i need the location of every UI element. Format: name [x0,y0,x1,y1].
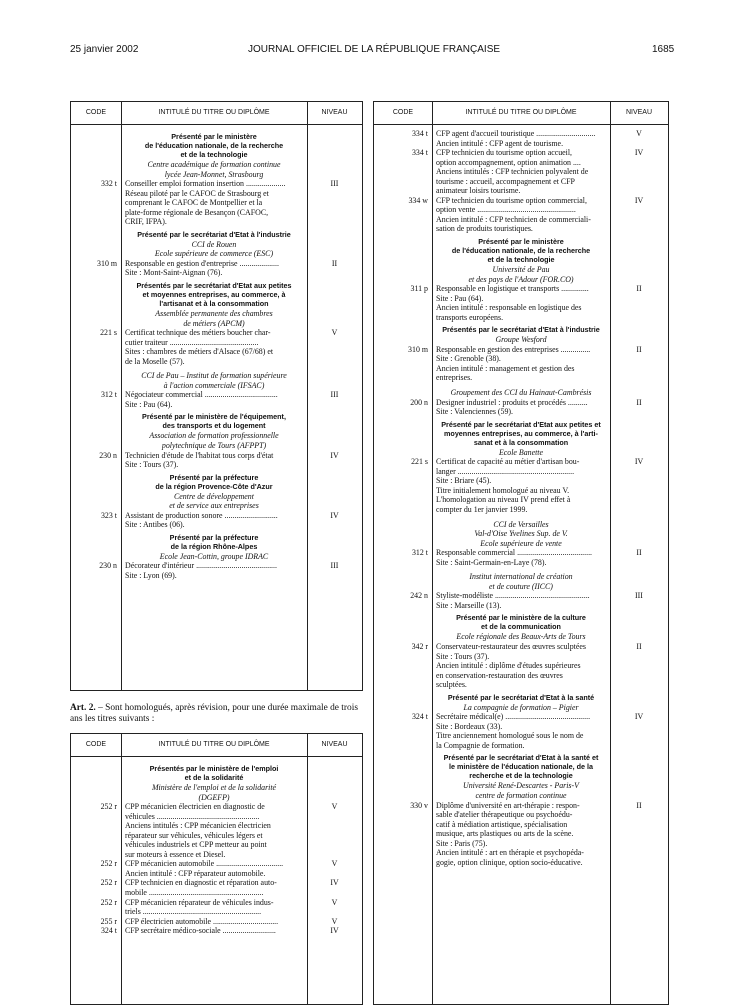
section-heading: Présenté par le secrétariat d'Etat à l'industrie [137,229,291,239]
title-text: CFP technicien du tourisme option accueil, option accompagnement, option animation .... Anciens intitulés : CFP technicien polyvalent de tourisme : accueil, accompagnement et CFP animateur loisirs tourisme. [436,148,589,196]
section-heading: Présenté par le secrétariat d'Etat à la santé [447,692,595,702]
title-level: IV [330,450,339,460]
title-text: CFP mécanicien réparateur de véhicules indus- triels ............................................................ [125,897,274,917]
table-row [374,129,668,148]
title-code: 221 s [411,457,428,467]
page-date: 25 janvier 2002 [70,44,139,55]
title-level: III [635,591,643,601]
title-code: 323 t [100,510,117,520]
title-level: III [330,561,339,571]
col-title-header: INTITULÉ DU TITRE OU DIPLÔME [465,109,577,116]
title-level: IV [330,926,339,936]
table-row [71,259,362,278]
title-code: 230 n [99,561,117,571]
title-code: 332 t [100,179,117,189]
table-header [374,102,668,125]
title-text: Négociateur commercial ..................................... Site : Pau (64). [125,390,278,409]
title-text: CFP électricien automobile ................................. [125,916,279,926]
table-row [374,196,668,234]
title-text: Responsable en logistique et transports .............. Site : Pau (64). Ancien intitulé : responsable en logistique des transports européens. [436,284,589,322]
title-code: 334 w [408,195,428,205]
section-heading: Présenté par la préfecture de la région Rhône-Alpes [169,532,259,551]
title-code: 324 t [100,926,117,936]
diploma-table-left-top [70,101,363,691]
col-level-header: NIVEAU [625,109,653,116]
col-level-header: NIVEAU [321,741,348,748]
table-row [374,801,668,868]
title-code: 255 r [100,916,117,926]
organization-name: CCI de Pau – Institut de formation supérieure à l'action commerciale (IFSAC) [141,371,287,390]
table-row [71,390,362,409]
table-row [374,457,668,514]
title-level: IV [330,510,339,520]
title-text: Certificat technique des métiers boucher char- cutier traiteur ............................................. Sites : chambres de métiers d'Alsace (67/68) et de la Moselle (57). [125,328,274,366]
title-text: Responsable commercial ...................................... Site : Saint-Germain-en-Laye (78). [436,548,593,567]
table-row [374,284,668,322]
title-code: 252 r [100,802,117,812]
section-heading: Présenté par le ministère de l'éducation nationale, de la recherche et de la technologie [144,132,284,159]
organization-name: Université de Pau et des pays de l'Adour (FOR.CO) [468,265,574,284]
title-level: V [331,916,338,926]
table-row [374,148,668,196]
table-row [374,642,668,690]
table-row [71,859,362,878]
table-row [374,591,668,610]
organization-name: Université René-Descartes - Paris-V centre de formation continue [463,781,579,800]
section-heading: Présenté par la préfecture de la région Provence-Côte d'Azur [155,472,273,491]
organization-name: Ministère de l'emploi et de la solidarité (DGEFP) [151,783,277,802]
organization-name: Ecole régionale des Beaux-Arts de Tours [456,632,586,642]
table-row [374,712,668,750]
title-text: Certificat de capacité au métier d'artisan bou- langer ........................................................... Site : Briare (45). Titre initialement homologué au niveau V. L'homologation au niveau IV prend effet à compter du 1er janvier 1999. [436,457,580,514]
title-level: II [636,344,642,354]
organization-name: Ecole Jean-Cottin, groupe IDRAC [159,551,269,561]
title-code: 342 r [411,641,428,651]
table-row [71,451,362,470]
col-code-header: CODE [85,741,107,748]
title-code: 230 n [99,450,117,460]
section-heading: Présentés par le ministère de l'emploi et de la solidarité [149,764,279,782]
title-text: CFP secrétaire médico-sociale ........................... [125,926,276,936]
title-level: V [331,328,338,338]
section-heading: Présenté par le secrétariat d'Etat à la santé et le ministère de l'éducation nationale, de la recherche et de la technologie [443,753,599,781]
organization-name: Association de formation professionnelle polytechnique de Tours (AFPPT) [149,431,279,451]
title-code: 334 t [411,148,428,158]
title-text: Secrétaire médical(e) ........................................... Site : Bordeaux (33). Titre anciennement homologué sous le nom de la Compagnie de formation. [436,712,591,750]
organization-name: Groupe Wesford [495,335,547,345]
table-row [71,511,362,530]
title-text: Diplôme d'université en art-thérapie : respon- sable d'atelier thérapeutique ou psychoédu- catif à médiation artistique, spécialisation musique, arts plastiques ou arts de la scène. Site : Paris (75). Ancien intitulé : art en thérapie et psychopéda- gogie, option clinique, option socio-éducative. [436,800,584,867]
title-level: II [636,548,642,558]
title-level: V [331,859,338,869]
title-level: V [636,129,642,138]
title-code: 334 t [411,129,428,138]
table-row [71,328,362,366]
table-row [71,898,362,917]
title-level: II [636,641,642,651]
table-body [374,129,668,867]
diploma-table-right [373,101,669,1005]
article-2 [70,703,360,725]
section-heading: Présentés par le secrétariat d'Etat à l'industrie [442,325,600,335]
title-code: 310 m [408,344,428,354]
organization-name: CCI de Rouen Ecole supérieure de commerce (ESC) [154,239,274,259]
title-code: 324 t [411,712,428,722]
title-level: V [331,802,338,812]
title-level: IV [634,148,644,158]
col-code-header: CODE [85,109,107,116]
table-row [374,398,668,417]
col-title-header: INTITULÉ DU TITRE OU DIPLÔME [158,109,270,116]
title-level: IV [634,457,644,467]
page-number: 1685 [652,44,675,55]
title-code: 312 t [100,390,117,400]
title-level: II [331,258,338,268]
title-level: IV [634,712,644,722]
title-text: Designer industriel : produits et procédés .......... Site : Valenciennes (59). [436,397,588,417]
section-heading: Présenté par le ministère de l'équipement, des transports et du logement [142,412,286,431]
table-header [71,734,362,757]
title-level: IV [634,195,644,205]
organization-name: Centre de développement et de service aux entreprises [169,491,259,511]
title-level: III [330,390,339,400]
table-row [374,345,668,383]
title-text: CFP technicien en diagnostic et réparation auto- mobile .......................................................... [125,878,277,898]
title-text: CFP agent d'accueil touristique .............................. Ancien intitulé : CFP agent de tourisme. [436,129,596,148]
organization-name: Assemblée permanente des chambres de métiers (APCM) [155,309,273,328]
section-heading: Présentés par le secrétariat d'Etat aux petites et moyennes entreprises, au commerce, à l'artisanat et à la consommation [136,281,292,309]
title-code: 221 s [100,328,117,338]
title-text: CFP technicien du tourisme option commercial, option vente .................................................. Ancien intitulé : CFP technicien de commerciali- sation de produits touristiques. [436,195,591,234]
title-level: III [330,179,339,189]
table-row [71,878,362,897]
table-row [71,802,362,859]
journal-title: JOURNAL OFFICIEL DE LA RÉPUBLIQUE FRANÇAISE [247,44,501,55]
organization-name: Ecole Banette [498,447,544,457]
title-text: Décorateur d'intérieur ......................................... Site : Lyon (69). [125,561,277,580]
title-level: V [331,897,338,907]
table-row [71,561,362,580]
col-level-header: NIVEAU [321,109,348,116]
organization-name: Groupement des CCI du Hainaut-Cambrésis [450,388,592,398]
table-body [71,761,362,936]
title-code: 312 t [411,548,428,558]
title-code: 242 n [410,591,428,601]
title-text: Conservateur-restaurateur des œuvres sculptées Site : Tours (37). Ancien intitulé : diplôme d'études supérieures en conservation-restauration des œuvres sculptées. [436,641,586,690]
organization-name: La compagnie de formation – Pigier [463,702,579,712]
organization-name: Institut international de création et de couture (IICC) [469,572,573,591]
title-code: 310 m [97,258,117,268]
section-heading: Présenté par le ministère de l'éducation nationale, de la recherche et de la technologie [451,237,591,265]
title-level: II [636,800,642,810]
title-text: CPP mécanicien électricien en diagnostic de véhicules .................................................... Anciens intitulés : CPP mécanicien électricien réparateur sur véhicules, véhicules légers et véhicules industriels et CPP metteur au point sur moteurs à essence et Diesel. [125,802,271,859]
title-code: 252 r [100,897,117,907]
table-row [374,548,668,567]
table-body [71,129,362,581]
organization-name: Centre académique de formation continue lycée Jean-Monnet, Strasbourg [147,160,281,179]
table-row [71,926,362,936]
title-level: II [636,397,642,407]
organization-name: CCI de Versailles Val-d'Oise Yvelines Sup. de V. Ecole supérieure de vente [474,519,568,548]
article-text: – Sont homologués, après révision, pour une durée maximale de trois ans les titres suivants : [70,703,358,724]
section-heading: Présenté par le secrétariat d'Etat aux petites et moyennes entreprises, au commerce, à l'arti- sanat et à la consommation [441,419,601,447]
title-text: CFP mécanicien automobile .................................. Ancien intitulé : CFP réparateur automobile. [125,859,284,878]
title-text: Responsable en gestion des entreprises ............... Site : Grenoble (38). Ancien intitulé : management et gestion des entreprises. [436,344,591,383]
title-level: IV [330,878,339,888]
title-code: 311 p [410,284,428,294]
title-text: Technicien d'étude de l'habitat tous corps d'état Site : Tours (37). [125,450,274,470]
section-heading: Présenté par le ministère de la culture et de la communication [456,613,586,632]
title-text: Assistant de production sonore ........................... Site : Antibes (06). [125,510,278,530]
title-code: 252 r [100,859,117,869]
diploma-table-left-bottom [70,733,363,1005]
col-title-header: INTITULÉ DU TITRE OU DIPLÔME [158,741,270,748]
title-text: Styliste-modéliste ................................................ Site : Marseille (13). [436,591,590,610]
title-text: Responsable en gestion d'entreprise .................... Site : Mont-Saint-Aignan (76). [125,258,279,278]
title-text: Conseiller emploi formation insertion .................... Réseau piloté par le CAFOC de Strasbourg et comprenant le CAFOC de Montpellier et la plate-forme régionale de Besançon (CAFOC, CRIF, IFPA). [125,179,286,227]
col-code-header: CODE [392,109,414,116]
title-level: II [636,284,642,294]
table-row [71,917,362,927]
article-label: Art. 2. [70,703,96,713]
title-code: 200 n [410,397,428,407]
table-row [71,179,362,227]
title-code: 330 v [410,800,428,810]
title-code: 252 r [100,878,117,888]
table-header [71,102,362,125]
